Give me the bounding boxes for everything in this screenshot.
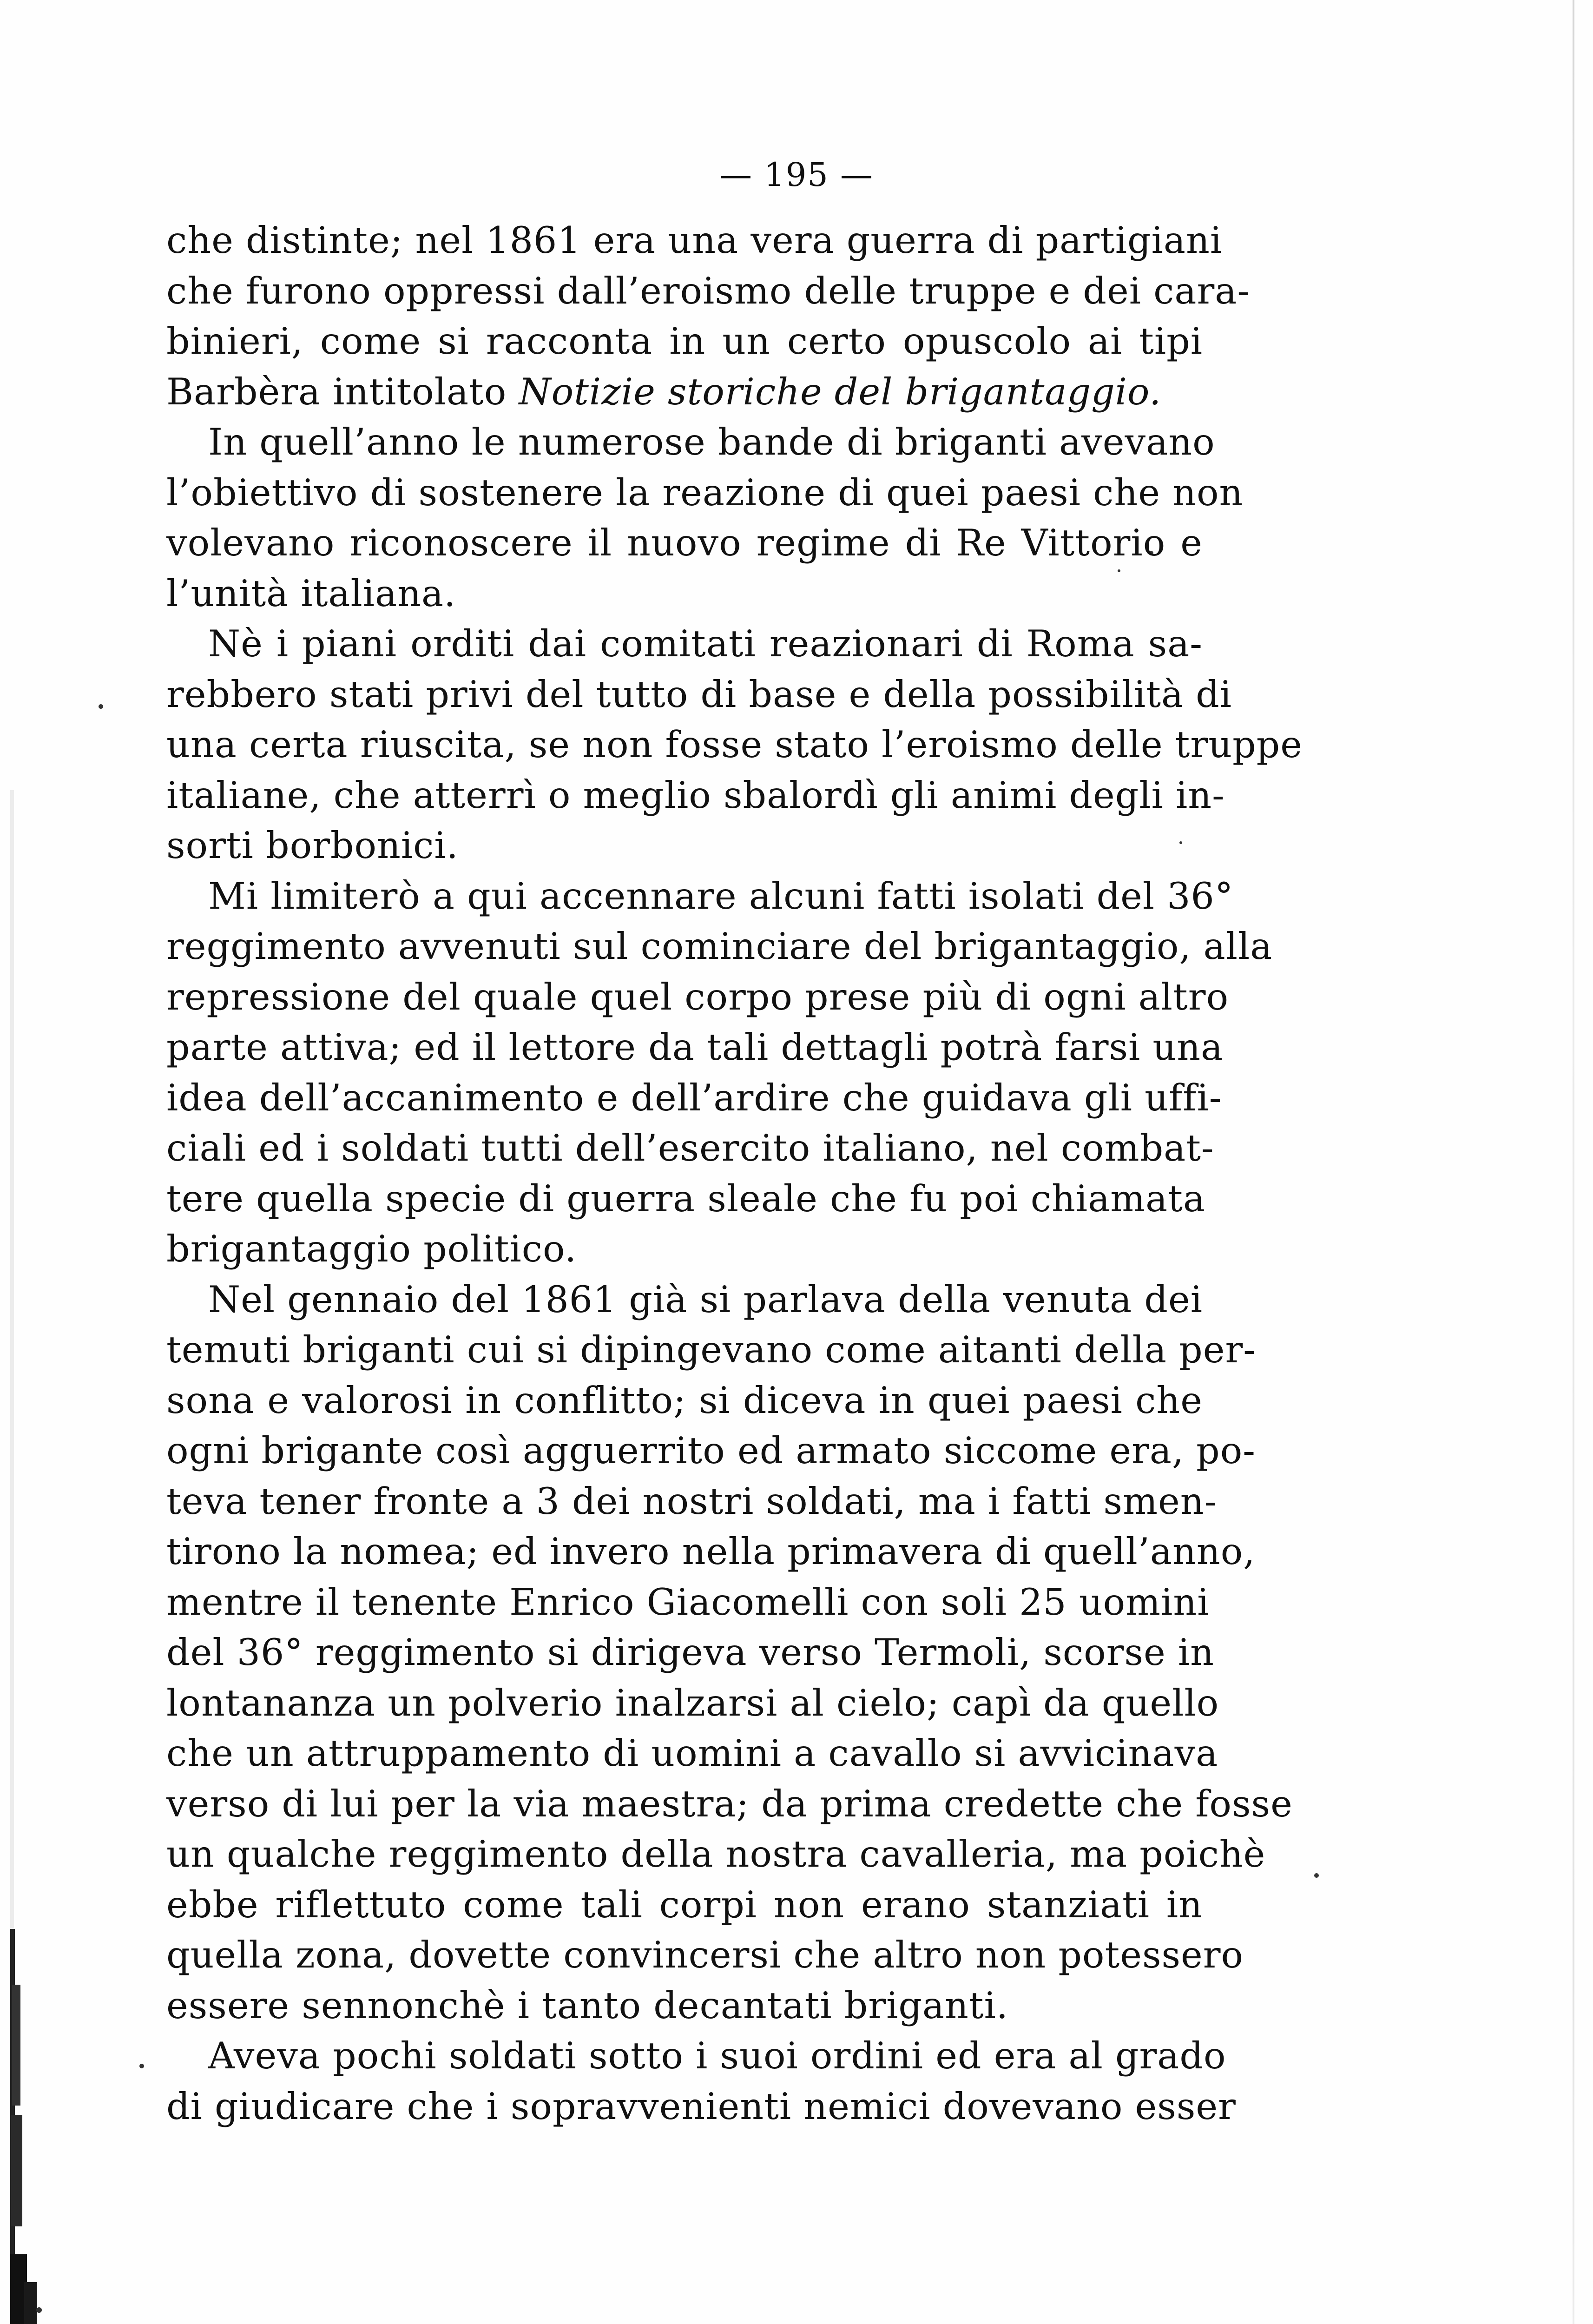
text-line: essere sennonchè i tanto decantati briganti. — [166, 1984, 1009, 2027]
text-line: un qualche reggimento della nostra cavalleria, ma poichè — [166, 1833, 1266, 1875]
paragraph-start: Nè i piani orditi dai comitati reazionari di Roma sa- — [208, 622, 1203, 665]
text-line: idea dell’accanimento e dell’ardire che guidava gli uffi- — [166, 1076, 1222, 1119]
text-line: verso di lui per la via maestra; da prima credette che fosse — [166, 1782, 1293, 1825]
text-line: reggimento avvenuti sul cominciare del brigantaggio, alla — [166, 925, 1273, 968]
text-line: ciali ed i soldati tutti dell’esercito italiano, nel combat- — [166, 1127, 1214, 1169]
book-title-italic: Notizie storiche del brigantaggio. — [519, 370, 1162, 413]
text-line: italiane, che atterrì o meglio sbalordì gli animi degli in- — [166, 773, 1225, 817]
body-text — [166, 215, 1303, 2132]
text-line: di giudicare che i sopravvenienti nemici dovevano esser — [166, 2085, 1236, 2128]
text-line: del 36° reggimento si dirigeva verso Termoli, scorse in — [166, 1631, 1215, 1674]
text-line: che distinte; nel 1861 era una vera guerra di partigiani — [166, 219, 1223, 262]
text-line: lontananza un polverio inalzarsi al cielo; capì da quello — [166, 1681, 1219, 1724]
paragraph-start: Mi limiterò a qui accennare alcuni fatti isolati del 36° — [208, 874, 1234, 918]
text-line: binieri, come si racconta in un certo opuscolo ai tipi — [166, 320, 1203, 363]
text-line: quella zona, dovette convincersi che altro non potessero — [166, 1934, 1244, 1976]
paragraph-start: In quell’anno le numerose bande di briganti avevano — [208, 421, 1215, 463]
text-line: temuti briganti cui si dipingevano come aitanti della per- — [166, 1328, 1256, 1371]
text-line: che furono oppressi dall’eroismo delle truppe e dei cara- — [166, 269, 1251, 312]
text-line: sorti borbonici. — [166, 824, 459, 867]
text-line: volevano riconoscere il nuovo regime di Re Vittorio e — [166, 522, 1203, 564]
paragraph-start: Nel gennaio del 1861 già si parlava della venuta dei — [208, 1278, 1203, 1321]
text-line-start: Barbèra intitolato — [166, 370, 507, 413]
text-line: tirono la nomea; ed invero nella primavera di quell’anno, — [166, 1530, 1256, 1573]
text-line: mentre il tenente Enrico Giacomelli con soli 25 uomini — [166, 1580, 1210, 1624]
text-line — [166, 367, 1203, 417]
speck-mark — [99, 704, 103, 709]
text-line: sona e valorosi in conflitto; si diceva in quei paesi che — [166, 1379, 1203, 1422]
text-line: l’unità italiana. — [166, 572, 456, 615]
paragraph-start: Aveva pochi soldati sotto i suoi ordini ed era al grado — [208, 2034, 1226, 2077]
binding-marks-decoration — [10, 1929, 52, 2324]
scan-edge-right — [1573, 0, 1574, 2324]
text-line: una certa riuscita, se non fosse stato l’eroismo delle truppe — [166, 723, 1303, 766]
text-line: tere quella specie di guerra sleale che fu poi chiamata — [166, 1177, 1206, 1220]
text-line: l’obiettivo di sostenere la reazione di quei paesi che non — [166, 471, 1244, 514]
text-line: ogni brigante così agguerrito ed armato siccome era, po- — [166, 1429, 1256, 1472]
page-number: — 195 — — [719, 156, 874, 194]
text-line: che un attruppamento di uomini a cavallo si avvicinava — [166, 1732, 1218, 1775]
speck-mark — [139, 2064, 144, 2068]
text-line: parte attiva; ed il lettore da tali dettagli potrà farsi una — [166, 1026, 1224, 1069]
text-line: ebbe riflettuto come tali corpi non erano stanziati in — [166, 1883, 1203, 1926]
text-line: repressione del quale quel corpo prese più di ogni altro — [166, 975, 1229, 1018]
speck-mark — [1314, 1873, 1319, 1878]
text-line: brigantaggio politico. — [166, 1228, 577, 1270]
text-line: teva tener fronte a 3 dei nostri soldati, ma i fatti smen- — [166, 1479, 1218, 1523]
text-line: rebbero stati privi del tutto di base e della possibilità di — [166, 673, 1232, 716]
